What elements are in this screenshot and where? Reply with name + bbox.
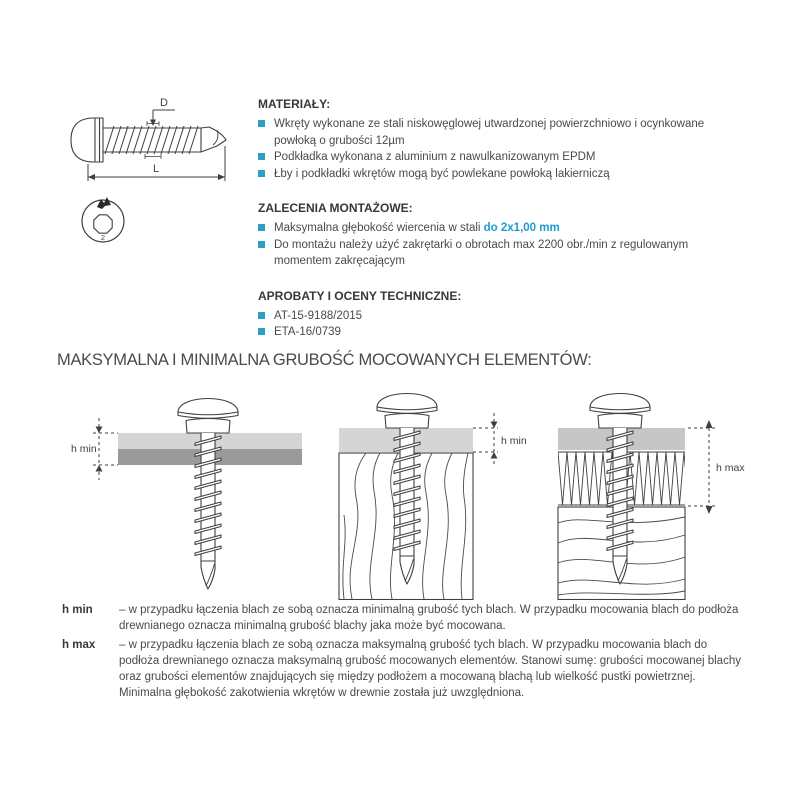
bullet-square-icon [258, 312, 265, 319]
assembly-heading: ZALECENIA MONTAŻOWE: [258, 201, 413, 215]
diagram-sheet-to-wood [320, 385, 530, 600]
list-item [258, 116, 748, 149]
approvals-heading: APROBATY I OCENY TECHNICZNE: [258, 288, 462, 303]
diagram-sheet-to-sheet [60, 385, 310, 600]
list-item [258, 237, 748, 270]
definitions-block [62, 602, 748, 704]
materials-list [258, 116, 748, 182]
assembly-bullet-2: Do montażu należy użyć zakrętarki o obrotach max 2200 obr./min z regulowanym momentem zakręcającym [274, 238, 689, 267]
materials-heading: MATERIAŁY: [258, 97, 331, 111]
materials-bullet-2: Podkładka wykonana z aluminium z nawulkanizowanym EPDM [274, 151, 596, 163]
bullet-square-icon [258, 120, 265, 127]
approval-number-1: AT-15-9188/2015 [274, 309, 363, 322]
hmax-dimension [688, 420, 715, 514]
drive-size-label: 2 [100, 233, 106, 242]
bullet-square-icon [258, 241, 265, 248]
info-column [258, 97, 748, 360]
definition-term: h max [62, 639, 96, 651]
definition-row-hmax [62, 637, 748, 701]
list-item [258, 324, 748, 341]
list-item [258, 166, 748, 183]
hmin-label: h min [71, 443, 97, 455]
bullet-square-icon [258, 153, 265, 160]
list-item [258, 220, 748, 237]
screw-technical-drawing [58, 90, 248, 250]
bullet-square-icon [258, 328, 265, 335]
list-item [258, 149, 748, 166]
definition-row-hmin [62, 602, 748, 634]
assembly-bullet-1-text: Maksymalna głębokość wiercenia w stali [274, 222, 484, 234]
hmax-label: h max [716, 462, 745, 474]
approval-number-2: ETA-16/0739 [274, 326, 341, 338]
definition-text: – w przypadku łączenia blach ze sobą oznacza maksymalną grubość tych blach. W przypadku mocowania blach do podłoża drewnianego oznacza maksymalną grubość mocowanych elementów. Stanowi sumę: grubości mocowanej blachy oraz grubości elementów znajdujących się między podłożem a mocowaną blachą lub wielkość pustki powietrznej. Minimalna głębokość zakotwienia wkrętów w drewnie została już uwzględniona. [119, 639, 741, 699]
screw-illustration [178, 399, 238, 590]
bullet-square-icon [258, 170, 265, 177]
materials-bullet-1: Wkręty wykonane ze stali niskowęglowej utwardzonej powierzchniowo i ocynkowane powłoką o grubości 12µm [274, 118, 705, 147]
hmin-dimension [93, 418, 118, 480]
approvals-list [258, 308, 748, 341]
materials-bullet-3: Łby i podkładki wkrętów mogą być powlekane powłoką lakierniczą [274, 167, 610, 180]
bullet-square-icon [258, 224, 265, 231]
definition-text: – w przypadku łączenia blach ze sobą oznacza minimalną grubość tych blach. W przypadku mocowania blach do podłoża drewnianego oznacza minimalną grubość blachy jaka może być mocowana. [119, 604, 739, 632]
thickness-section-title: MAKSYMALNA I MINIMALNA GRUBOŚĆ MOCOWANYCH ELEMENTÓW: [57, 351, 592, 369]
hmin-label: h min [501, 435, 527, 447]
list-item [258, 308, 748, 325]
diameter-label: D [160, 97, 168, 109]
assembly-bullet-1 [274, 220, 560, 237]
diagram-sheet-spacer-wood [535, 385, 760, 600]
assembly-list [258, 220, 748, 270]
hmin-dimension [473, 413, 498, 467]
drilling-depth-value: do 2x1,00 mm [483, 222, 560, 234]
length-label: L [152, 163, 160, 175]
definition-term: h min [62, 604, 93, 616]
